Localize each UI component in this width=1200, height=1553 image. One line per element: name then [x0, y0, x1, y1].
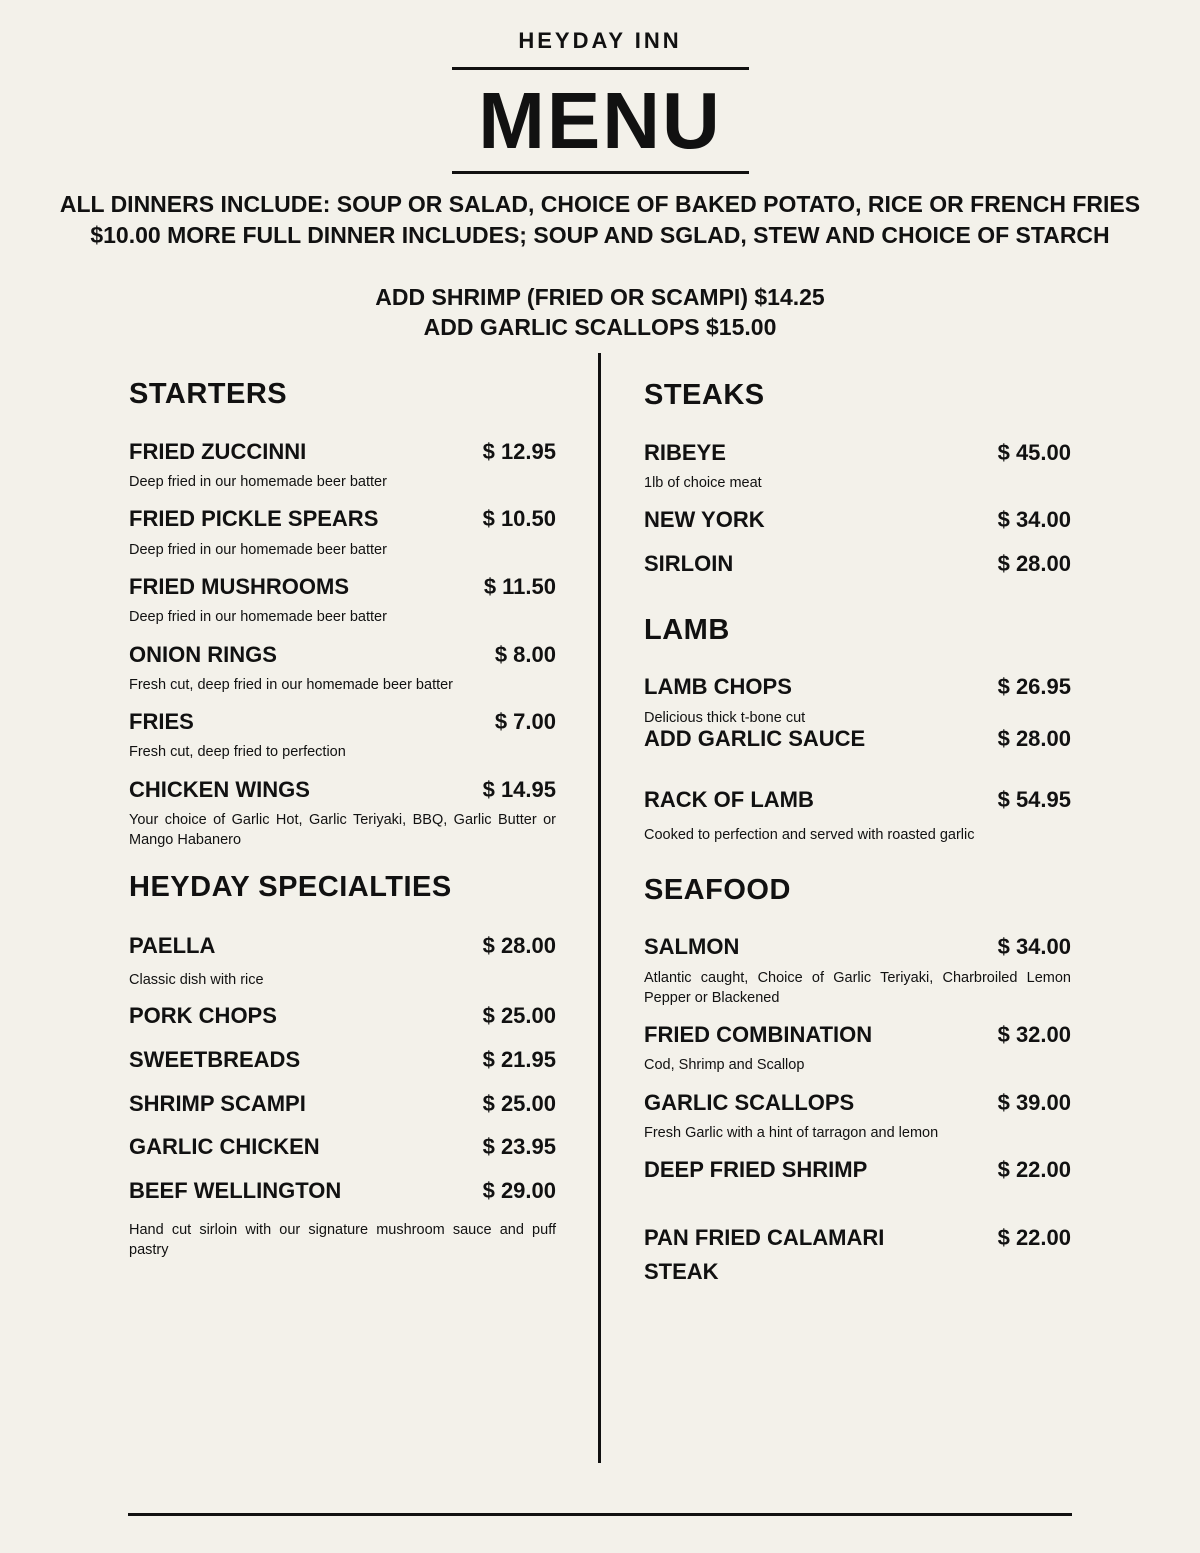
menu-item-price: $ 12.95: [482, 439, 556, 464]
menu-item-name: SALMON: [644, 934, 740, 959]
section-title-starters: STARTERS: [129, 378, 288, 410]
menu-item-price: $ 7.00: [494, 709, 556, 734]
menu-item-name: FRIED PICKLE SPEARS: [129, 506, 379, 531]
menu-item-description: Fresh Garlic with a hint of tarragon and lemon: [644, 1125, 939, 1141]
menu-item-price: $ 22.00: [997, 1225, 1071, 1250]
full-dinner-note: $10.00 MORE FULL DINNER INCLUDES; SOUP AND SGLAD, STEW AND CHOICE OF STARCH: [90, 222, 1110, 248]
menu-item-name: PORK CHOPS: [129, 1003, 277, 1028]
menu-item-price: $ 25.00: [482, 1003, 556, 1028]
menu-item-description: Classic dish with rice: [129, 972, 264, 988]
menu-item-name: DEEP FRIED SHRIMP: [644, 1157, 868, 1182]
menu-item-name: RACK OF LAMB: [644, 787, 814, 812]
section-title-seafood: SEAFOOD: [644, 874, 791, 906]
menu-title: MENU: [478, 76, 722, 165]
menu-item-description: Fresh cut, deep fried to perfection: [129, 744, 346, 760]
menu-item-description: Your choice of Garlic Hot, Garlic Teriyaki, BBQ, Garlic Butter or Mango Habanero: [129, 812, 556, 848]
menu-item-price: $ 21.95: [482, 1047, 556, 1072]
dinner-includes-note: ALL DINNERS INCLUDE: SOUP OR SALAD, CHOICE OF BAKED POTATO, RICE OR FRENCH FRIES: [59, 191, 1141, 217]
menu-item-description: Deep fried in our homemade beer batter: [129, 609, 387, 625]
menu-item-name: GARLIC CHICKEN: [129, 1134, 320, 1159]
addon-scallops: ADD GARLIC SCALLOPS $15.00: [423, 314, 777, 340]
menu-item-description: Hand cut sirloin with our signature mushroom sauce and puff pastry: [129, 1222, 556, 1258]
menu-item-name: FRIED ZUCCINNI: [129, 439, 307, 464]
menu-item-price: $ 28.00: [482, 933, 556, 958]
menu-item-description: 1lb of choice meat: [644, 475, 762, 491]
menu-item-description: Atlantic caught, Choice of Garlic Teriyaki, Charbroiled Lemon Pepper or Blackened: [644, 970, 1071, 1006]
header-top-rule: [452, 67, 749, 70]
menu-item-price: $ 34.00: [997, 934, 1071, 959]
menu-item-price: $ 14.95: [482, 777, 556, 802]
section-title-steaks: STEAKS: [644, 379, 765, 411]
menu-item-price: $ 26.95: [997, 674, 1071, 699]
column-divider: [598, 353, 601, 1463]
section-title-specialties: HEYDAY SPECIALTIES: [129, 871, 452, 903]
menu-item-description: Cod, Shrimp and Scallop: [644, 1057, 805, 1073]
menu-item-name: SWEETBREADS: [129, 1047, 301, 1072]
header-bottom-rule: [452, 171, 749, 174]
menu-item-description: Cooked to perfection and served with roasted garlic: [644, 827, 975, 843]
menu-item-name: PAELLA: [129, 933, 216, 958]
menu-item-price: $ 25.00: [482, 1091, 556, 1116]
menu-item-name: FRIES: [129, 709, 194, 734]
menu-item-price: $ 29.00: [482, 1178, 556, 1203]
menu-item-name: ADD GARLIC SAUCE: [644, 726, 866, 751]
menu-item-price: $ 28.00: [997, 726, 1071, 751]
menu-item-price: $ 8.00: [494, 642, 556, 667]
menu-item-price: $ 54.95: [997, 787, 1071, 812]
menu-item-price: $ 45.00: [997, 440, 1071, 465]
menu-item-description: Delicious thick t-bone cut: [644, 710, 806, 726]
menu-item-price: $ 11.50: [483, 574, 556, 599]
menu-item-name-continued: STEAK: [644, 1259, 719, 1284]
menu-item-price: $ 34.00: [997, 507, 1071, 532]
menu-item-name: GARLIC SCALLOPS: [644, 1090, 855, 1115]
section-title-lamb: LAMB: [644, 614, 730, 646]
menu-item-description: Deep fried in our homemade beer batter: [129, 542, 387, 558]
menu-item-name: PAN FRIED CALAMARI: [644, 1225, 885, 1250]
footer-rule: [128, 1513, 1072, 1516]
menu-item-description: Fresh cut, deep fried in our homemade beer batter: [129, 677, 454, 693]
menu-item-name: RIBEYE: [644, 440, 726, 465]
menu-item-name: NEW YORK: [644, 507, 765, 532]
menu-item-name: SIRLOIN: [644, 551, 734, 576]
menu-item-price: $ 39.00: [997, 1090, 1071, 1115]
menu-item-name: FRIED COMBINATION: [644, 1022, 873, 1047]
menu-item-description: Deep fried in our homemade beer batter: [129, 474, 387, 490]
menu-item-price: $ 10.50: [482, 506, 556, 531]
restaurant-name: HEYDAY INN: [518, 28, 682, 53]
menu-item-price: $ 28.00: [997, 551, 1071, 576]
addon-shrimp: ADD SHRIMP (FRIED OR SCAMPI) $14.25: [375, 284, 825, 310]
menu-item-name: LAMB CHOPS: [644, 674, 792, 699]
menu-item-name: SHRIMP SCAMPI: [129, 1091, 306, 1116]
menu-item-price: $ 23.95: [482, 1134, 556, 1159]
menu-item-price: $ 32.00: [997, 1022, 1071, 1047]
menu-item-name: CHICKEN WINGS: [129, 777, 310, 802]
menu-item-price: $ 22.00: [997, 1157, 1071, 1182]
menu-item-name: FRIED MUSHROOMS: [129, 574, 349, 599]
menu-item-name: BEEF WELLINGTON: [129, 1178, 342, 1203]
menu-item-name: ONION RINGS: [129, 642, 277, 667]
